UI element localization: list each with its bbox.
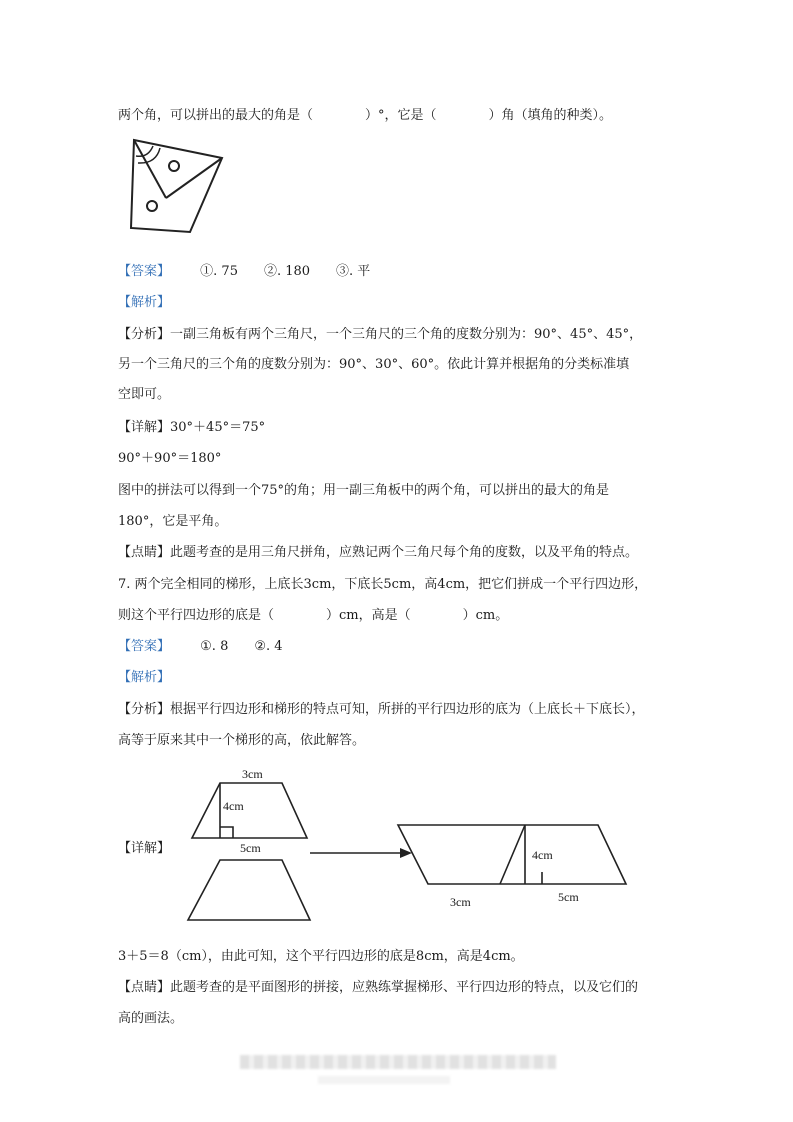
dianjing-label: 【点睛】	[118, 980, 171, 995]
q7-trapezoid-figure	[180, 765, 640, 935]
q6-xiangjie-2: 90°＋90°＝180°	[118, 451, 222, 466]
q6-fenxi-2: 另一个三角尺的三个角的度数分别为：90°、30°、60°。依此计算并根据角的分类标准填	[118, 357, 630, 372]
xiangjie-label: 【详解】	[118, 841, 171, 856]
label-trap-height: 4cm	[223, 799, 244, 813]
analysis-label: 【解析】	[118, 670, 171, 685]
answer-text: ①. 8 ②. 4	[200, 639, 283, 654]
label-para-bottom-left: 3cm	[450, 895, 471, 909]
q6-fenxi-3: 空即可。	[118, 387, 171, 402]
q7-stem-1: 7. 两个完全相同的梯形，上底长3cm，下底长5cm，高4cm，把它们拼成一个平行四边形，	[118, 577, 648, 592]
q6-xiangjie-3: 图中的拼法可以得到一个75°的角；用一副三角板中的两个角，可以拼出的最大的角是	[118, 483, 610, 498]
inner-divider-line	[134, 140, 166, 198]
outer-outline	[131, 140, 222, 232]
q7-fenxi-2: 高等于原来其中一个梯形的高，依此解答。	[118, 733, 366, 748]
trapezoid-upper	[192, 783, 307, 838]
right-angle-mark	[220, 827, 233, 838]
blurred-footer-watermark-2	[318, 1076, 450, 1084]
q6-xiangjie-4: 180°，它是平角。	[118, 514, 228, 529]
label-trap-top: 3cm	[242, 767, 263, 781]
answer-label: 【答案】	[118, 264, 171, 279]
analysis-label: 【解析】	[118, 295, 171, 310]
q7-stem-2: 则这个平行四边形的底是（ ）cm，高是（ ）cm。	[118, 608, 509, 623]
q7-dianjing-1	[118, 976, 638, 995]
fenxi-label: 【分析】	[118, 327, 171, 342]
triangle-hole-top	[169, 161, 179, 171]
fenxi-label: 【分析】	[118, 702, 171, 717]
triangle-hole-bottom	[147, 201, 157, 211]
q6-fenxi-1	[118, 323, 642, 342]
q7-answer-row	[118, 635, 283, 654]
parallelogram-split-line	[500, 825, 525, 884]
xiangjie-label: 【详解】	[118, 420, 171, 435]
q6-triangles-figure	[126, 136, 226, 234]
dianjing-label: 【点睛】	[118, 545, 171, 560]
q7-fenxi-1	[118, 698, 645, 717]
q6-dianjing	[118, 541, 638, 560]
q6-xiangjie-1	[118, 416, 265, 435]
label-trap-bottom: 5cm	[240, 841, 261, 855]
answer-label: 【答案】	[118, 639, 171, 654]
blurred-footer-watermark	[240, 1055, 556, 1069]
trapezoid-lower	[188, 860, 310, 920]
q7-dianjing-2: 高的画法。	[118, 1011, 184, 1026]
fenxi-text: 一副三角板有两个三角尺，一个三角尺的三个角的度数分别为：90°、45°、45°，	[170, 327, 643, 342]
fenxi-text: 根据平行四边形和梯形的特点可知，所拼的平行四边形的底为（上底长＋下底长），	[170, 702, 645, 717]
dianjing-text: 此题考查的是用三角尺拼角，应熟记两个三角尺每个角的度数，以及平角的特点。	[170, 545, 639, 560]
dianjing-text: 此题考查的是平面图形的拼接，应熟练掌握梯形、平行四边形的特点，以及它们的	[170, 980, 639, 995]
label-para-bottom-right: 5cm	[558, 890, 579, 904]
q6-stem: 两个角，可以拼出的最大的角是（ ）°，它是（ ）角（填角的种类）。	[118, 108, 613, 123]
label-para-height: 4cm	[532, 848, 553, 862]
q6-answer-row	[118, 260, 370, 279]
q7-result: 3＋5＝8（cm），由此可知，这个平行四边形的底是8cm，高是4cm。	[118, 949, 524, 964]
answer-text: ①. 75 ②. 180 ③. 平	[200, 264, 371, 279]
xiangjie-text: 30°＋45°＝75°	[170, 420, 266, 435]
